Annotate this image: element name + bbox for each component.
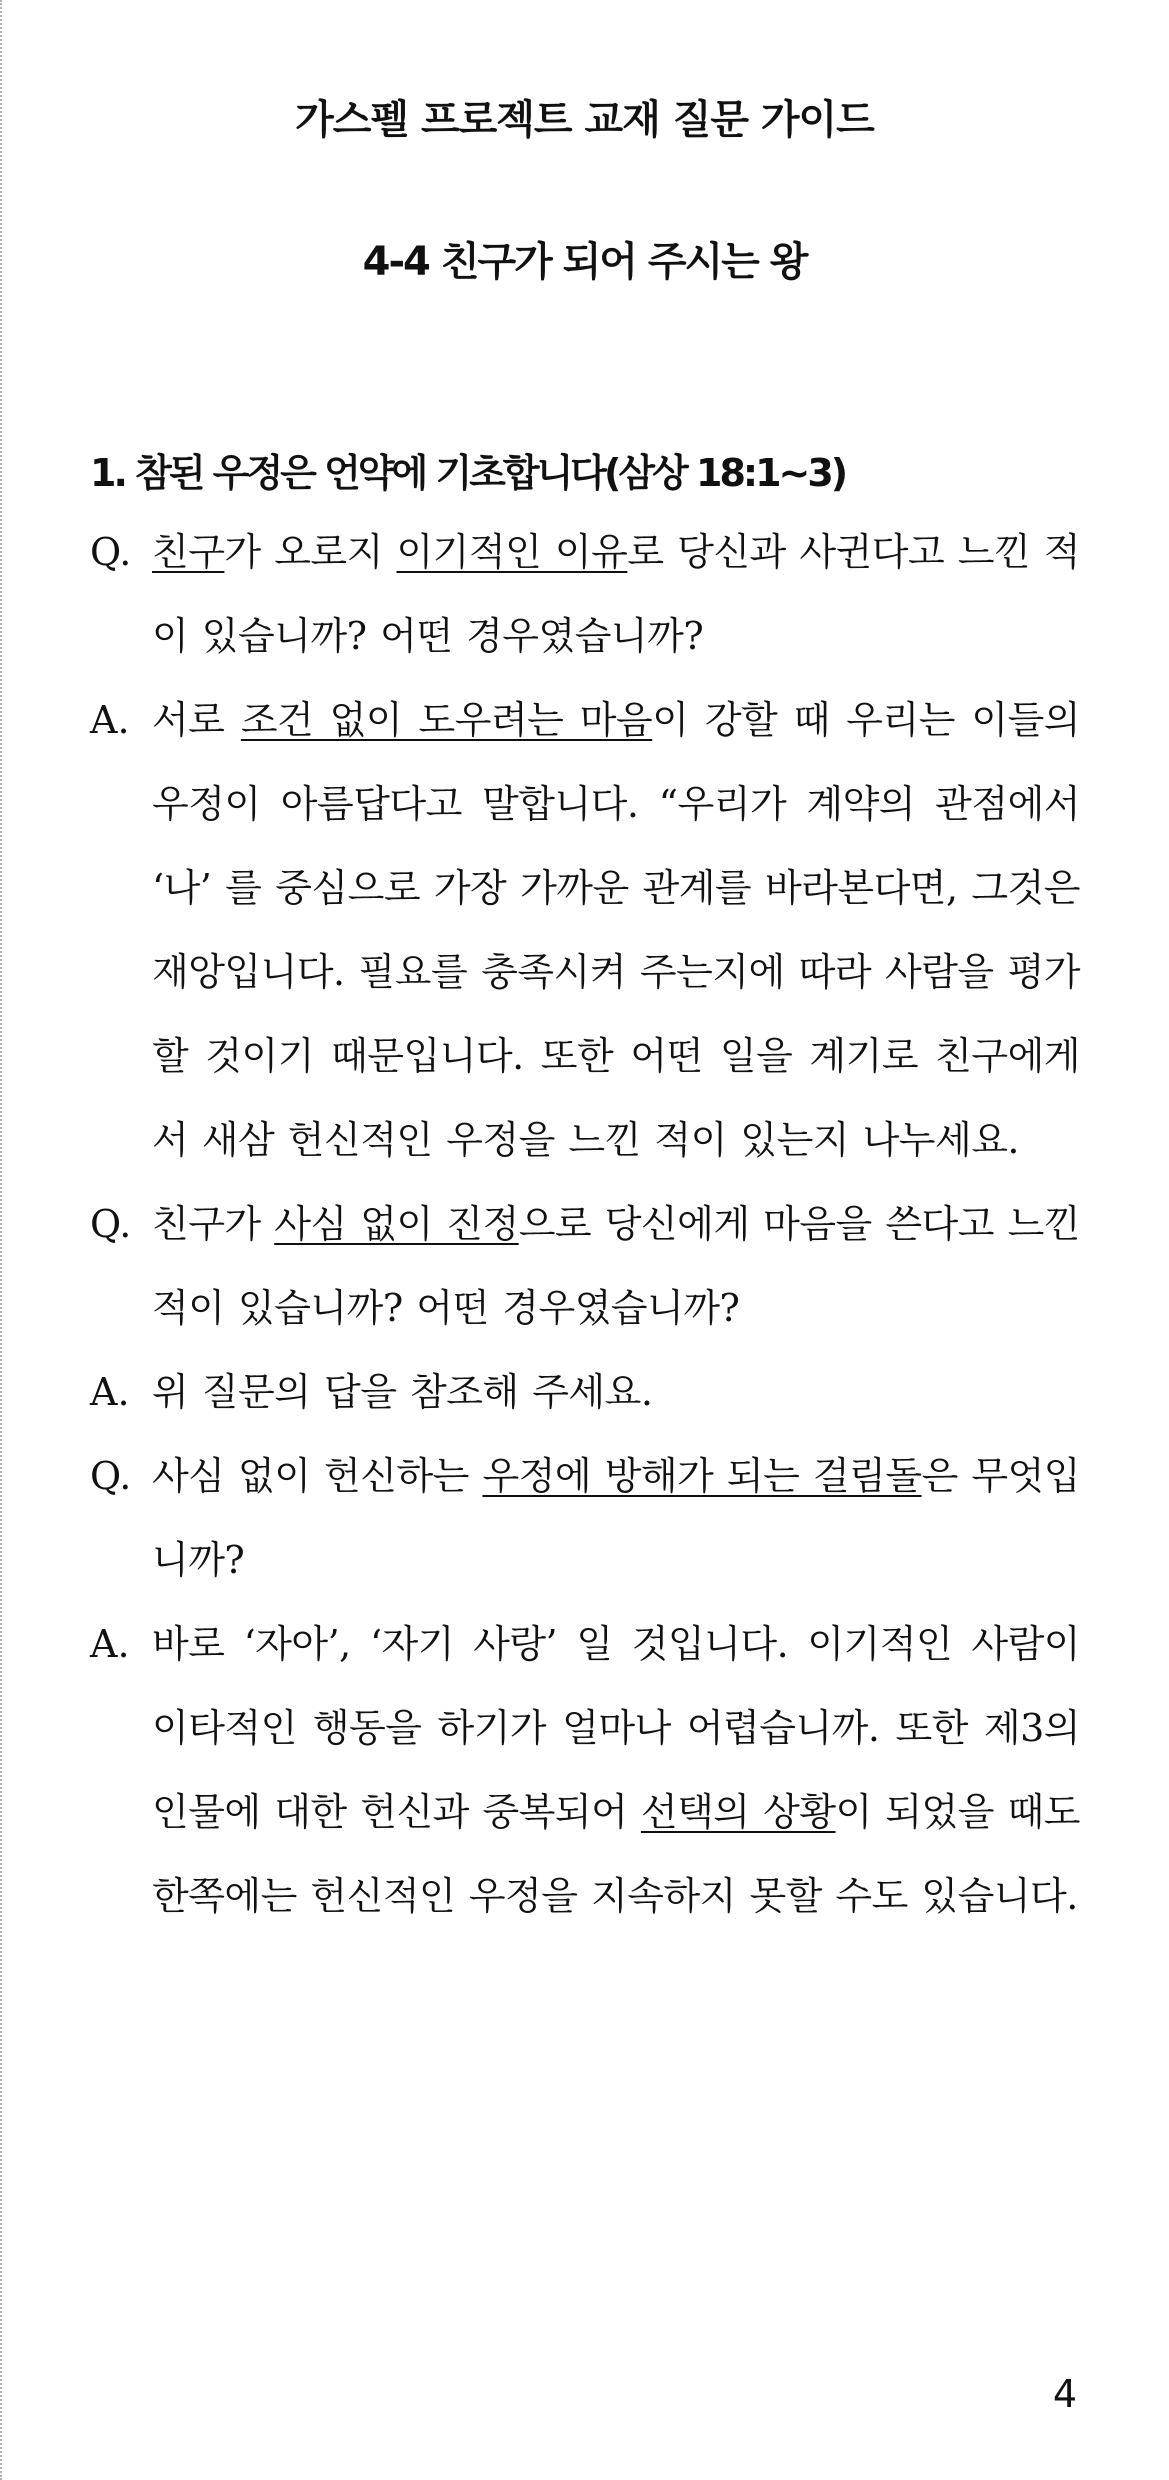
page-number: 4 bbox=[1052, 2372, 1077, 2416]
question-marker: Q. bbox=[90, 1454, 132, 1498]
qa-item-answer bbox=[90, 678, 1080, 1182]
question-marker: Q. bbox=[90, 1202, 132, 1246]
qa-item-answer bbox=[90, 1602, 1080, 1938]
lesson-title: 4-4 친구가 되어 주시는 왕 bbox=[362, 239, 807, 285]
answer-text: 위 질문의 답을 참조해 주세요. bbox=[152, 1370, 653, 1414]
answer-marker: A. bbox=[90, 698, 130, 742]
answer-marker: A. bbox=[90, 1370, 130, 1414]
underlined-phrase: 우정에 방해가 되는 걸림돌 bbox=[482, 1454, 922, 1498]
question-text: 사심 없이 헌신하는 우정에 방해가 되는 걸림돌은 무엇입니까? bbox=[152, 1454, 1080, 1582]
answer-text: 바로 ‘자아’, ‘자기 사랑’ 일 것입니다. 이기적인 사람이 이타적인 행동을 하기가 얼마나 어렵습니까. 또한 제3의 인물에 대한 헌신과 중복되어 선택의 상황이 되었을 때도 한쪽에는 헌신적인 우정을 지속하지 못할 수도 있습니다. bbox=[152, 1622, 1080, 1918]
qa-item-question bbox=[90, 510, 1080, 678]
qa-item-question bbox=[90, 1182, 1080, 1350]
underlined-phrase: 친구 bbox=[152, 530, 225, 574]
question-text: 친구가 사심 없이 진정으로 당신에게 마음을 쓴다고 느낀 적이 있습니까? 어떤 경우였습니까? bbox=[152, 1202, 1080, 1330]
qa-item-question bbox=[90, 1434, 1080, 1602]
underlined-phrase: 조건 없이 도우려는 마음 bbox=[240, 698, 653, 742]
section-heading: 1. 참된 우정은 언약에 기초합니다(삼상 18:1~3) bbox=[90, 451, 846, 495]
question-text: 친구가 오로지 이기적인 이유로 당신과 사귄다고 느낀 적이 있습니까? 어떤 경우였습니까? bbox=[152, 530, 1080, 658]
underlined-phrase: 사심 없이 진정 bbox=[274, 1202, 519, 1246]
page-left-rule bbox=[0, 0, 4, 2480]
question-marker: Q. bbox=[90, 530, 132, 574]
underlined-phrase: 이기적인 이유 bbox=[396, 530, 628, 574]
underlined-phrase: 선택의 상황 bbox=[640, 1790, 836, 1834]
answer-text: 서로 조건 없이 도우려는 마음이 강할 때 우리는 이들의 우정이 아름답다고 말합니다. “우리가 계약의 관점에서 ‘나’ 를 중심으로 가장 가까운 관계를 바라본다면, 그것은 재앙입니다. 필요를 충족시켜 주는지에 따라 사람을 평가할 것이기 때문입니다. 또한 어떤 일을 계기로 친구에게서 새삼 헌신적인 우정을 느낀 적이 있는지 나누세요. bbox=[152, 698, 1080, 1162]
qa-list bbox=[90, 510, 1080, 1938]
document-title: 가스펠 프로젝트 교재 질문 가이드 bbox=[295, 97, 874, 143]
qa-item-answer bbox=[90, 1350, 1080, 1434]
answer-marker: A. bbox=[90, 1622, 130, 1666]
